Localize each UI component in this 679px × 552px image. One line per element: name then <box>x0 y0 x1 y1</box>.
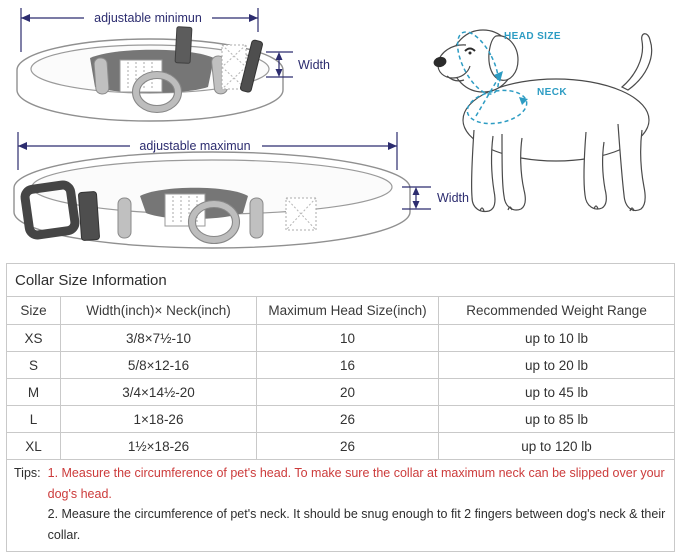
col-header-max-head: Maximum Head Size(inch) <box>257 297 439 325</box>
collar-max-bar <box>78 191 99 240</box>
cell-weight: up to 85 lb <box>439 406 675 433</box>
cell-max-head: 20 <box>257 379 439 406</box>
head-size-label: HEAD SIZE <box>504 31 561 42</box>
dog-tail <box>622 34 652 90</box>
dog-rear-leg <box>584 132 606 209</box>
collar-min-clip <box>175 27 192 64</box>
dog-ear <box>489 36 518 80</box>
width-max-annotation <box>402 187 469 209</box>
cell-weight: up to 45 lb <box>439 379 675 406</box>
collar-min-diagram <box>17 27 283 121</box>
tips-row <box>7 460 675 552</box>
cell-weight: up to 10 lb <box>439 325 675 352</box>
size-table <box>6 263 675 552</box>
table-title: Collar Size Information <box>7 264 675 297</box>
col-header-width-neck: Width(inch)× Neck(inch) <box>61 297 257 325</box>
collar-min-keeper-left <box>94 58 109 95</box>
cell-max-head: 10 <box>257 325 439 352</box>
table-row-l <box>7 406 675 433</box>
cell-size: S <box>7 352 61 379</box>
dog-front-leg <box>472 130 495 211</box>
cell-width-neck: 1×18-26 <box>61 406 257 433</box>
cell-width-neck: 3/8×7½-10 <box>61 325 257 352</box>
dog-paw-toes <box>480 206 634 211</box>
cell-size: XL <box>7 433 61 460</box>
table-row-xl <box>7 433 675 460</box>
cell-size: M <box>7 379 61 406</box>
cell-max-head: 26 <box>257 433 439 460</box>
width-max-label: Width <box>437 191 469 205</box>
diagram-svg <box>0 0 679 263</box>
cell-width-neck: 5/8×12-16 <box>61 352 257 379</box>
neck-label: NECK <box>537 87 567 98</box>
tips-lines <box>48 463 670 546</box>
col-header-weight: Recommended Weight Range <box>439 297 675 325</box>
collar-max-keeper-right <box>250 198 263 238</box>
tip-1: 1. Measure the circumference of pet's head. To make sure the collar at maximum neck can be slipped over your dog's head. <box>47 466 665 501</box>
tips-label: Tips: <box>14 466 41 480</box>
table-row-s <box>7 352 675 379</box>
table-row-xs <box>7 325 675 352</box>
cell-weight: up to 20 lb <box>439 352 675 379</box>
width-min-label: Width <box>298 58 330 72</box>
tips-block <box>14 463 670 546</box>
adjustable-min-label: adjustable minimun <box>94 11 202 25</box>
cell-max-head: 26 <box>257 406 439 433</box>
dog-illustration <box>432 26 651 212</box>
cell-size: XS <box>7 325 61 352</box>
col-header-size: Size <box>7 297 61 325</box>
dog-eye-dot <box>469 52 472 55</box>
dog-rear-leg-2 <box>618 124 645 210</box>
tip-2: 2. Measure the circumference of pet's neck. It should be snug enough to fit 2 fingers between dog's neck & their collar. <box>47 507 666 542</box>
cell-max-head: 16 <box>257 352 439 379</box>
table-header-row <box>7 297 675 325</box>
cell-size: L <box>7 406 61 433</box>
diagram-area <box>0 0 679 263</box>
collar-max-diagram <box>14 152 410 248</box>
table-row-m <box>7 379 675 406</box>
cell-weight: up to 120 lb <box>439 433 675 460</box>
collar-max-keeper-left <box>118 198 131 238</box>
table-title-row <box>7 264 675 297</box>
cell-width-neck: 1½×18-26 <box>61 433 257 460</box>
cell-width-neck: 3/4×14½-20 <box>61 379 257 406</box>
adjustable-max-label: adjustable maximun <box>139 139 251 153</box>
